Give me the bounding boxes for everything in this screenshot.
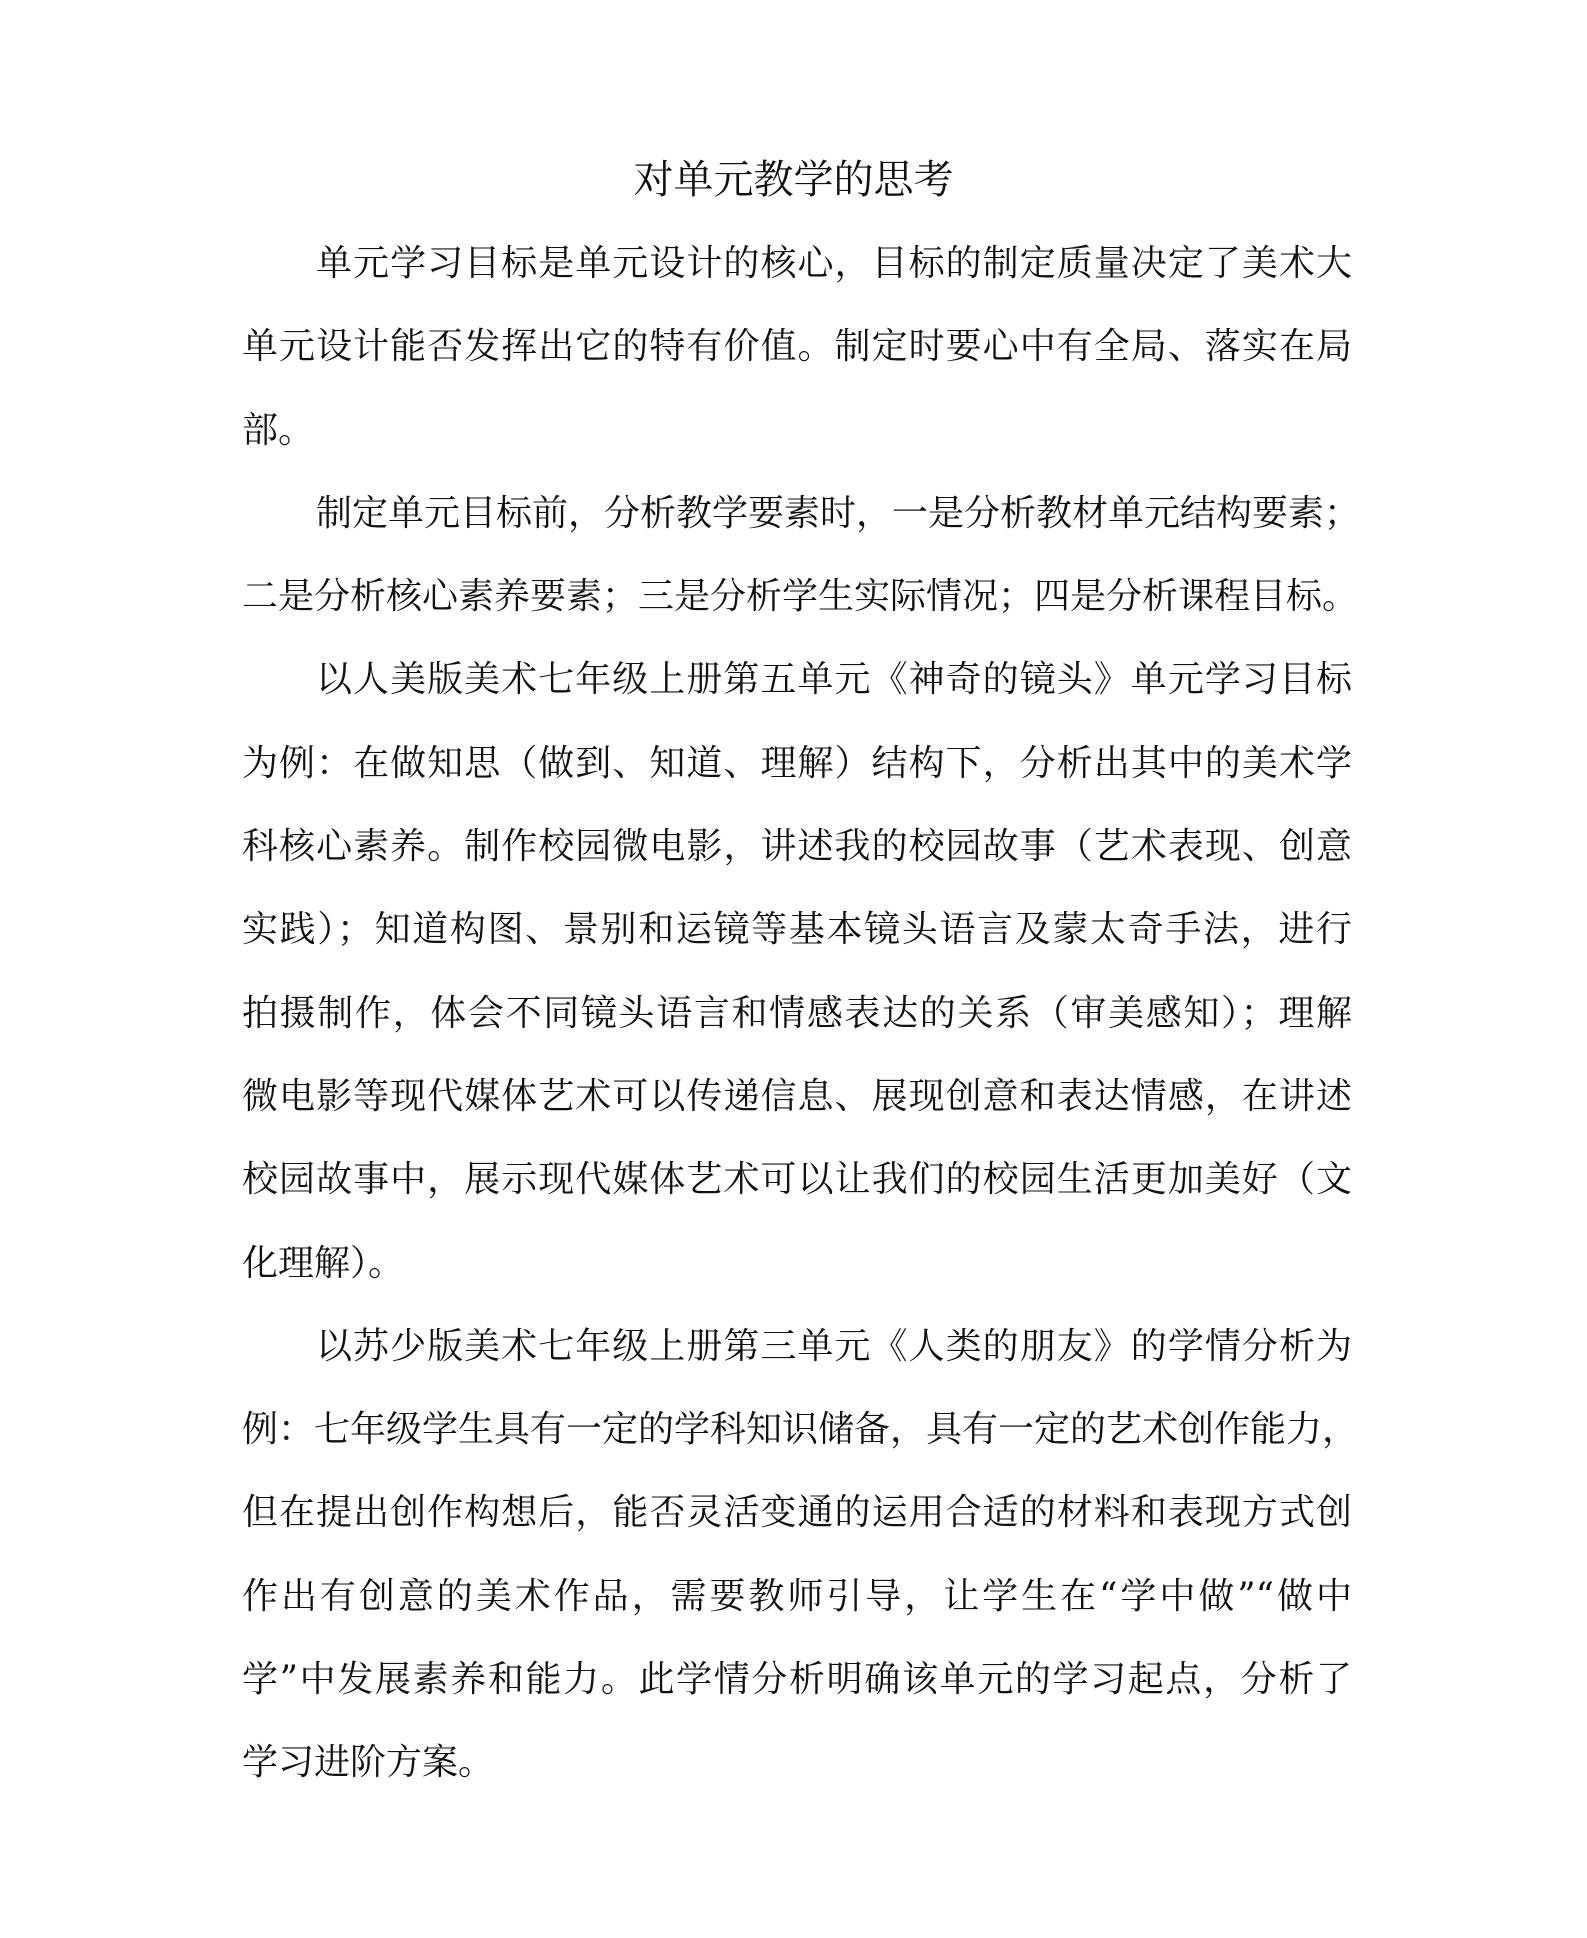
paragraph-line: 学习进阶方案。 bbox=[242, 1742, 495, 1784]
paragraph-line: 学”中发展素养和能力。此学情分析明确该单元的学习起点，分析了 bbox=[242, 1659, 1352, 1701]
paragraph-line: 化理解）。 bbox=[242, 1242, 405, 1284]
paragraph-line: 二是分析核心素养要素；三是分析学生实际情况；四是分析课程目标。 bbox=[242, 576, 1359, 618]
paragraph-line: 以苏少版美术七年级上册第三单元《人类的朋友》的学情分析为 bbox=[316, 1325, 1352, 1367]
paragraph-line: 以人美版美术七年级上册第五单元《神奇的镜头》单元学习目标 bbox=[316, 659, 1352, 701]
paragraph-line: 校园故事中，展示现代媒体艺术可以让我们的校园生活更加美好（文 bbox=[242, 1159, 1352, 1201]
paragraph-line: 作出有创意的美术作品，需要教师引导，让学生在“学中做”“做中 bbox=[242, 1575, 1352, 1617]
paragraph bbox=[242, 222, 1352, 472]
paragraph bbox=[242, 472, 1361, 639]
paragraph-line: 但在提出创作构想后，能否灵活变通的运用合适的材料和表现方式创 bbox=[242, 1492, 1352, 1534]
paragraph-line: 制定单元目标前，分析教学要素时，一是分析教材单元结构要素； bbox=[316, 492, 1361, 534]
paragraph-line: 为例：在做知思（做到、知道、理解）结构下，分析出其中的美术学 bbox=[242, 742, 1352, 784]
paragraph-line: 部。 bbox=[242, 409, 315, 451]
paragraph-line: 单元设计能否发挥出它的特有价值。制定时要心中有全局、落实在局 bbox=[242, 326, 1352, 368]
paragraph-line: 科核心素养。制作校园微电影，讲述我的校园故事（艺术表现、创意 bbox=[242, 826, 1352, 868]
document-title: 对单元教学的思考 bbox=[633, 157, 954, 203]
paragraph bbox=[242, 1305, 1359, 1805]
paragraph-line: 单元学习目标是单元设计的核心，目标的制定质量决定了美术大 bbox=[316, 243, 1352, 284]
paragraph-line: 实践）；知道构图、景别和运镜等基本镜头语言及蒙太奇手法，进行 bbox=[242, 909, 1352, 951]
paragraph-line: 拍摄制作，体会不同镜头语言和情感表达的关系（审美感知）；理解 bbox=[242, 992, 1352, 1034]
document-body bbox=[242, 222, 1361, 1805]
paragraph-line: 微电影等现代媒体艺术可以传递信息、展现创意和表达情感，在讲述 bbox=[242, 1075, 1352, 1117]
paragraph bbox=[242, 638, 1352, 1304]
paragraph-line: 例：七年级学生具有一定的学科知识储备，具有一定的艺术创作能力， bbox=[242, 1409, 1359, 1451]
